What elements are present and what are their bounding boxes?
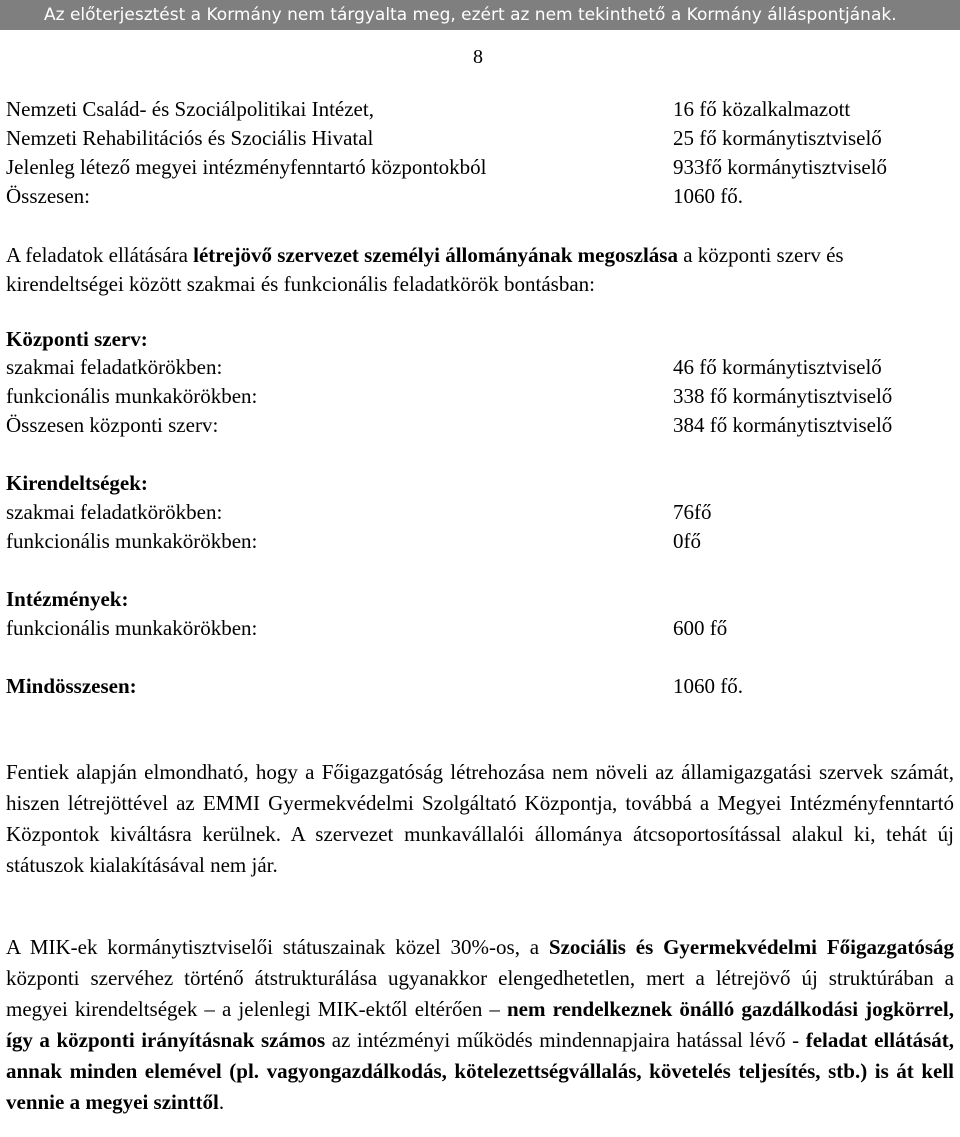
- kozponti-value-osszesen: 384 fő kormánytisztviselő: [673, 413, 893, 437]
- staff-label-ncsszi: Nemzeti Család- és Szociálpolitikai Intézet,: [6, 97, 374, 121]
- intezmenyek-value-funkcionalis: 600 fő: [673, 616, 728, 640]
- para2-bold-2: nem rendelkeznek önálló gazdálkodási jogkörrel, így a központi irányításnak számos: [6, 997, 954, 1052]
- paragraph-1: Fentiek alapján elmondható, hogy a Főigazgatóság létrehozása nem növeli az államigazgatási szervek számát, hiszen létrejöttével az EMMI Gyermekvédelmi Szolgáltató Központja, továbbá a Megyei Intézményfenntartó Központok kiváltásra kerülnek. A szervezet munkavállalói állománya átcsoportosítással alakul ki, tehát új státuszok kialakításával nem jár.: [6, 760, 954, 877]
- staff-value-ncsszi: 16 fő közalkalmazott: [673, 97, 851, 121]
- staff-label-mik: Jelenleg létező megyei intézményfenntartó központokból: [6, 155, 487, 179]
- para2-text-4: .: [218, 1090, 225, 1114]
- intro-text-1: A feladatok ellátására: [6, 243, 194, 267]
- intro-paragraph: [6, 241, 954, 299]
- paragraph-2: [6, 932, 954, 1118]
- kozponti-label-funkcionalis: funkcionális munkakörökben:: [6, 384, 258, 408]
- para2-text-1: A MIK-ek kormánytisztviselői státuszainak közel 30%-os, a: [6, 935, 549, 959]
- total-value: 1060 fő.: [673, 674, 743, 698]
- para2-text-2: központi szervéhez történő átstrukturálása ugyanakkor elengedhetetlen, mert a létrejövő új struktúrában a megyei kirendeltségek – a jelenlegi MIK-ektől eltérően –: [6, 966, 954, 1021]
- kozponti-value-funkcionalis: 338 fő kormánytisztviselő: [673, 384, 893, 408]
- kozponti-value-szakmai: 46 fő kormánytisztviselő: [673, 355, 882, 379]
- kozponti-heading: Központi szerv:: [6, 327, 148, 351]
- kirendeltsegek-label-szakmai: szakmai feladatkörökben:: [6, 500, 223, 524]
- disclaimer-text: Az előterjesztést a Kormány nem tárgyalta meg, ezért az nem tekinthető a Kormány álláspontjának.: [44, 5, 897, 25]
- kirendeltsegek-value-szakmai: 76fő: [673, 500, 712, 524]
- para2-text-3: az intézményi működés mindennapjaira hatással lévő -: [325, 1028, 806, 1052]
- intezmenyek-label-funkcionalis: funkcionális munkakörökben:: [6, 616, 258, 640]
- kirendeltsegek-label-funkcionalis: funkcionális munkakörökben:: [6, 529, 258, 553]
- kirendeltsegek-value-funkcionalis: 0fő: [673, 529, 701, 553]
- para2-bold-1: Szociális és Gyermekvédelmi Főigazgatóság: [548, 935, 954, 959]
- page-number: 8: [473, 46, 483, 68]
- staff-value-mik: 933fő kormánytisztviselő: [673, 155, 888, 179]
- intro-text-2: a központi szerv és kirendeltségei között szakmai és funkcionális feladatkörök bontásban:: [6, 243, 844, 296]
- staff-value-nrszh: 25 fő kormánytisztviselő: [673, 126, 882, 150]
- disclaimer-banner: [0, 0, 960, 30]
- para2-bold-3: feladat ellátását, annak minden elemével (pl. vagyongazdálkodás, kötelezettségvállalás, követelés teljesítés, stb.) is át kell vennie a megyei szinttől: [6, 1028, 954, 1114]
- kozponti-label-osszesen: Összesen központi szerv:: [6, 413, 219, 437]
- total-label: Mindösszesen:: [6, 674, 137, 698]
- kozponti-label-szakmai: szakmai feladatkörökben:: [6, 355, 223, 379]
- staff-value-total: 1060 fő.: [673, 184, 743, 208]
- intezmenyek-heading: Intézmények:: [6, 587, 129, 611]
- staff-label-total: Összesen:: [6, 184, 90, 208]
- intro-bold: létrejövő szervezet személyi állományának megoszlása: [193, 243, 678, 267]
- kirendeltsegek-heading: Kirendeltségek:: [6, 471, 148, 495]
- staff-label-nrszh: Nemzeti Rehabilitációs és Szociális Hivatal: [6, 126, 374, 150]
